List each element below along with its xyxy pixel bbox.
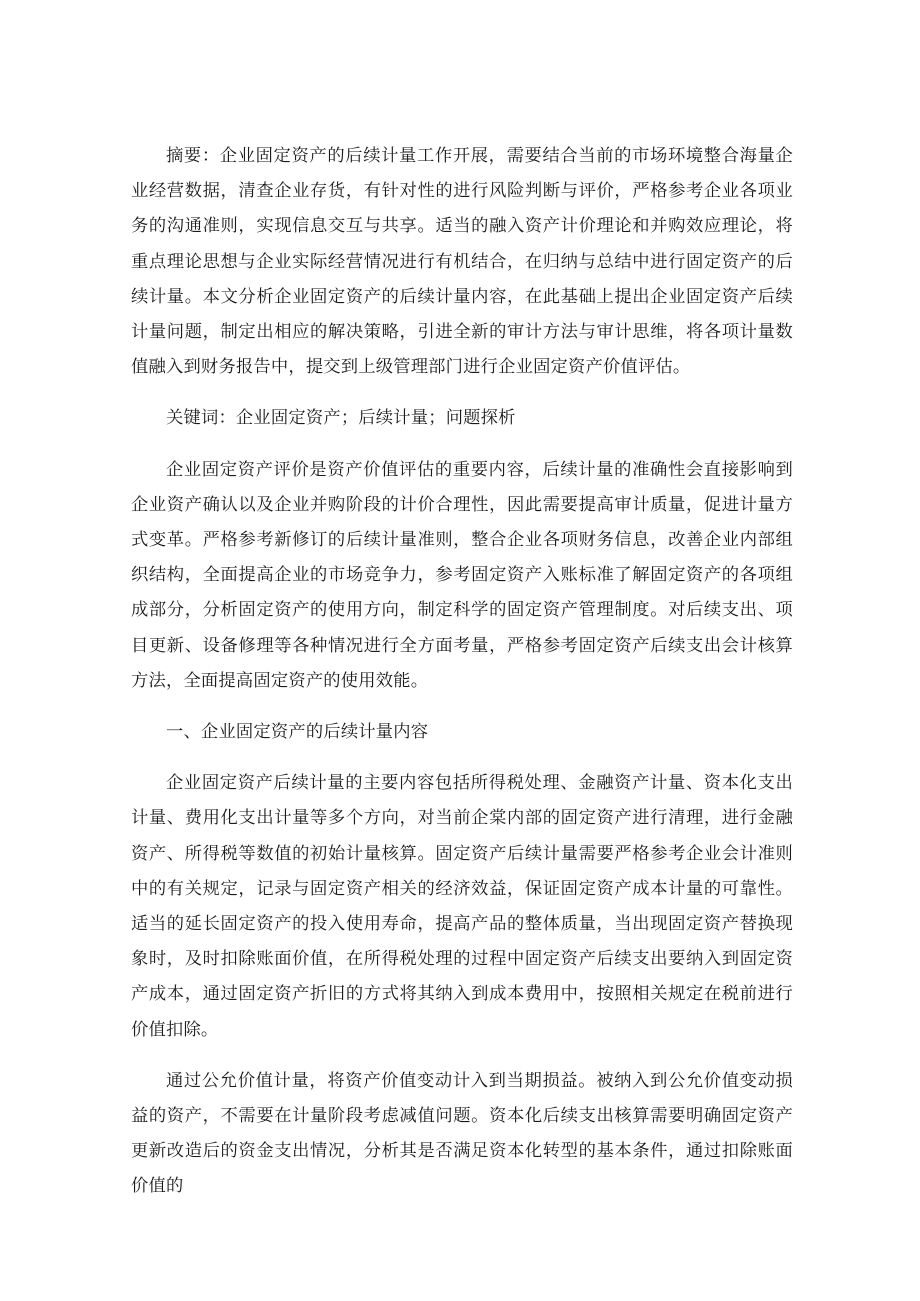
section-heading: 一、企业固定资产的后续计量内容 <box>166 722 429 743</box>
section-paragraph-1: 企业固定资产后续计量的主要内容包括所得税处理、金融资产计量、资本化支出计量、费用化支出计量等多个方向，对当前企棠内部的固定资产进行清理，进行金融资产、所得税等数值的初始计量核算。固定资产后续计量需要严格参考企业会计准则中的有关规定，记录与固定资产相关的经济效益，保证固定资产成本计量的可靠性。适当的延长固定资产的投入使用寿命，提高产品的整体质量，当出现固定资产替换现象时，及时扣除账面价值，在所得税处理的过程中固定资产后续支出要纳入到固定资产成本，通过固定资产折旧的方式将其纳入到成本费用中，按照相关规定在税前进行价值扣除。 <box>131 773 793 1040</box>
intro-paragraph: 企业固定资产评价是资产价值评估的重要内容，后续计量的准确性会直接影响到企业资产确认以及企业并购阶段的计价合理性，因此需要提高审计质量，促进计量方式变革。严格参考新修订的后续计量准则，整合企业各项财务信息，改善企业内部组织结构，全面提高企业的市场竞争力，参考固定资产入账标准了解固定资产的各项组成部分，分析固定资产的使用方向，制定科学的固定资产管理制度。对后续支出、项目更新、设备修理等各种情况进行全方面考量，严格参考固定资产后续支出会计核算方法，全面提高固定资产的使用效能。 <box>131 459 793 691</box>
keywords-line: 关键词：企业固定资产；后续计量；问题探析 <box>166 408 516 429</box>
document-body <box>131 139 793 1205</box>
section-paragraph-2: 通过公允价值计量，将资产价值变动计入到当期损益。被纳入到公允价值变动损益的资产，不需要在计量阶段考虑减值问题。资本化后续支出核算需要明确固定资产更新改造后的资金支出情况，分析其是否满足资本化转型的基本条件，通过扣除账面价值的 <box>131 1070 793 1197</box>
abstract-paragraph: 摘要：企业固定资产的后续计量工作开展，需要结合当前的市场环境整合海量企业经营数据，清查企业存货，有针对性的进行风险判断与评价，严格参考企业各项业务的沟通准则，实现信息交互与共享。适当的融入资产计价理论和并购效应理论，将重点理论思想与企业实际经营情况进行有机结合，在归纳与总结中进行固定资产的后续计量。本文分析企业固定资产的后续计量内容，在此基础上提出企业固定资产后续计量问题，制定出相应的解决策略，引进全新的审计方法与审计思维，将各项计量数值融入到财务报告中，提交到上级管理部门进行企业固定资产价值评估。 <box>131 146 793 378</box>
